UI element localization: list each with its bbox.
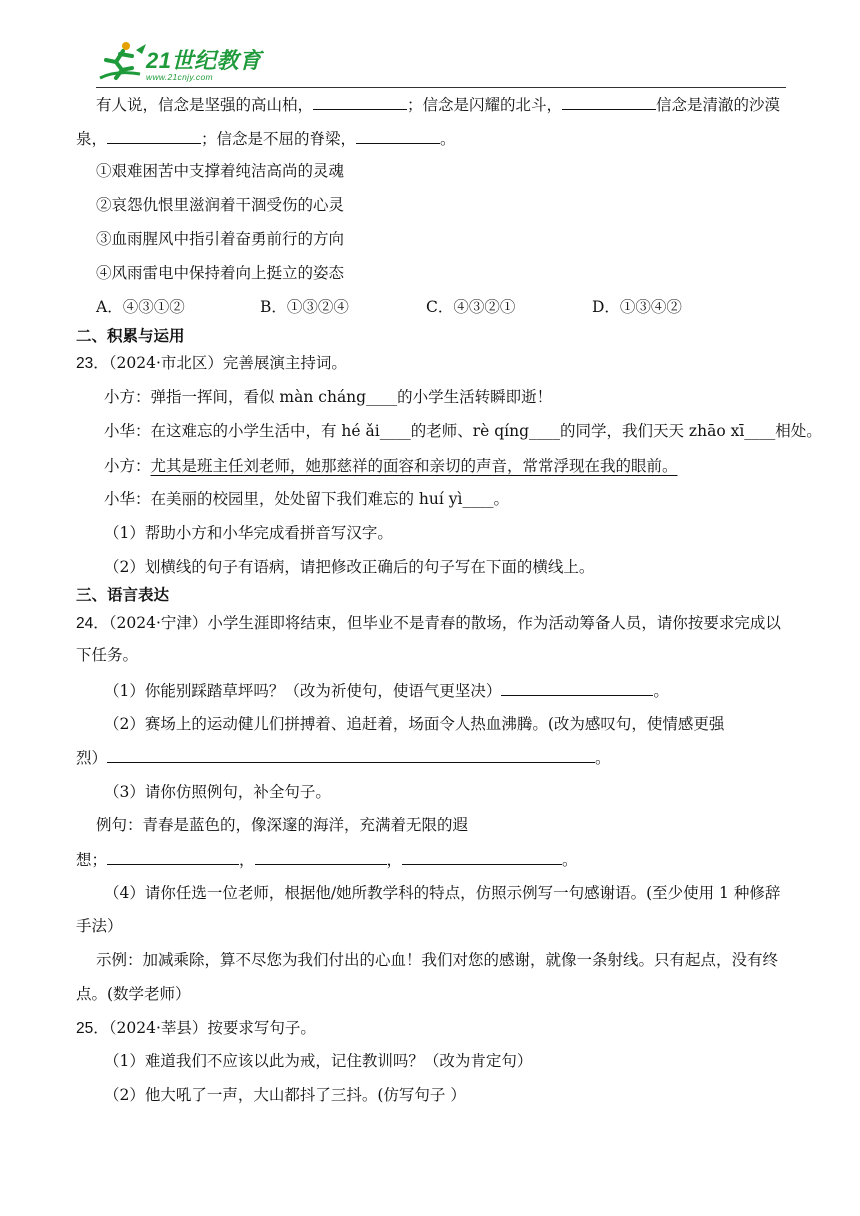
answer-blank[interactable]: [356, 128, 440, 144]
q22-stem-text: 有人说，信念是坚强的高山柏，: [96, 96, 314, 114]
q22-stem-line2: [76, 128, 456, 149]
q22-item: ①艰难困苦中支撑着纯洁高尚的灵魂: [96, 162, 345, 180]
question-text: 按要求写句子。: [207, 1019, 316, 1037]
question-number: 25．: [76, 1020, 109, 1037]
q24-stem-line2: 下任务。: [76, 646, 139, 664]
question-number: 23．: [76, 355, 109, 372]
question-number: 24．: [76, 615, 109, 632]
q22-stem-text: 。: [440, 130, 456, 148]
q22-stem-text: 信念是清澈的沙漠: [656, 96, 781, 114]
q23-subquestion: （2）划横线的句子有语病，请把修改正确后的句子写在下面的横线上。: [104, 558, 595, 576]
punctuation: 。: [595, 749, 611, 767]
answer-blank[interactable]: [255, 849, 387, 865]
section-heading: 二、积累与运用: [76, 327, 185, 345]
punctuation: ，: [386, 851, 403, 869]
answer-blank[interactable]: [107, 128, 201, 144]
q22-item: ③血雨腥风中指引着奋勇前行的方向: [96, 230, 345, 248]
q23-dialogue-line: 小华：在美丽的校园里，处处留下我们难忘的 huí yì____。: [104, 490, 509, 508]
q24-sub3: （3）请你仿照例句，补全句子。: [104, 783, 331, 801]
q22-options: [96, 297, 682, 317]
question-text: 小学生涯即将结束，但毕业不是青春的散场，作为活动筹备人员，请你按要求完成以: [207, 614, 781, 632]
q24-sub2-line1: （2）赛场上的运动健儿们拼搏着、追赶着，场面令人热血沸腾。(改为感叹句，使情感更强: [104, 715, 725, 733]
logo: [96, 40, 261, 82]
option-d[interactable]: D．①③④②: [592, 298, 682, 316]
q24-sub4-line1: （4）请你任选一位老师，根据他/她所教学科的特点，仿照示例写一句感谢语。(至少使用 1 种修辞: [104, 884, 781, 902]
q24-stem-line1: [76, 613, 781, 634]
q25-subquestion: （2）他大吼了一声，大山都抖了三抖。(仿写句子 ）: [104, 1086, 466, 1104]
subquestion-text: （1）你能别踩踏草坪吗？（改为祈使句，使语气更坚决）: [104, 682, 502, 700]
q24-example-line1: 例句：青春是蓝色的，像深邃的海洋，充满着无限的遐: [96, 816, 469, 834]
q23-dialogue-line: 小方：弹指一挥间，看似 màn cháng____的小学生活转瞬即逝！: [104, 388, 553, 406]
option-a[interactable]: A．④③①②: [96, 298, 185, 316]
punctuation: ，: [239, 851, 255, 869]
q22-stem-line1: [96, 94, 780, 115]
answer-blank[interactable]: [562, 94, 656, 110]
option-c[interactable]: C．④③②①: [426, 298, 516, 316]
q22-stem-text: ；信念是闪耀的北斗，: [407, 96, 563, 114]
speaker-label: 小方：: [104, 457, 151, 475]
example-text: 想；: [76, 851, 108, 869]
answer-blank[interactable]: [501, 680, 653, 696]
q22-stem-text: ；信念是不屈的脊梁，: [201, 130, 357, 148]
subquestion-text: 烈）: [76, 749, 108, 767]
answer-blank[interactable]: [107, 747, 595, 763]
logo-url: www.21cnjy.com: [146, 72, 213, 82]
punctuation: 。: [653, 682, 669, 700]
q24-sub1: [104, 680, 669, 701]
answer-blank[interactable]: [313, 94, 407, 110]
logo-title: 21世纪教育: [146, 48, 262, 73]
runner-logo-icon: [96, 40, 148, 82]
q23-dialogue-line: [104, 456, 678, 476]
q24-demo-line2: 点。(数学老师）: [76, 985, 191, 1003]
q22-item: ②哀怨仇恨里滋润着干涸受伤的心灵: [96, 196, 345, 214]
q24-demo-line1: 示例：加减乘除，算不尽您为我们付出的心血！我们对您的感谢，就像一条射线。只有起点，没有终: [96, 951, 779, 969]
q24-example-line2: [76, 849, 578, 870]
answer-blank[interactable]: [107, 849, 239, 865]
q25-stem: [76, 1018, 316, 1039]
q24-sub2-line2: [76, 747, 611, 768]
q23-dialogue-line: 小华：在这难忘的小学生活中，有 hé ǎi____的老师、rè qíng____的同学，我们天天 zhāo xī____相处。: [104, 422, 822, 440]
q23-subquestion: （1）帮助小方和小华完成看拼音写汉字。: [104, 524, 393, 542]
q23-stem: [76, 353, 347, 374]
question-source: （2024·莘县）: [108, 1019, 208, 1037]
answer-blank[interactable]: [402, 849, 562, 865]
page-header: [96, 36, 786, 88]
underlined-sentence: 尤其是班主任刘老师，她那慈祥的面容和亲切的声音，常常浮现在我的眼前。: [150, 457, 678, 475]
q24-sub4-line2: 手法）: [76, 917, 123, 935]
question-source: （2024·宁津）: [108, 614, 208, 632]
q22-item: ④风雨雷电中保持着向上挺立的姿态: [96, 264, 345, 282]
question-source: （2024·市北区）: [108, 354, 223, 372]
section-heading: 三、语言表达: [76, 586, 170, 604]
q25-subquestion: （1）难道我们不应该以此为戒，记住教训吗？（改为肯定句）: [104, 1052, 533, 1070]
question-text: 完善展演主持词。: [222, 354, 347, 372]
header-divider: [96, 87, 786, 88]
punctuation: 。: [562, 851, 578, 869]
option-b[interactable]: B．①③②④: [260, 298, 349, 316]
q22-stem-text: 泉，: [76, 130, 108, 148]
